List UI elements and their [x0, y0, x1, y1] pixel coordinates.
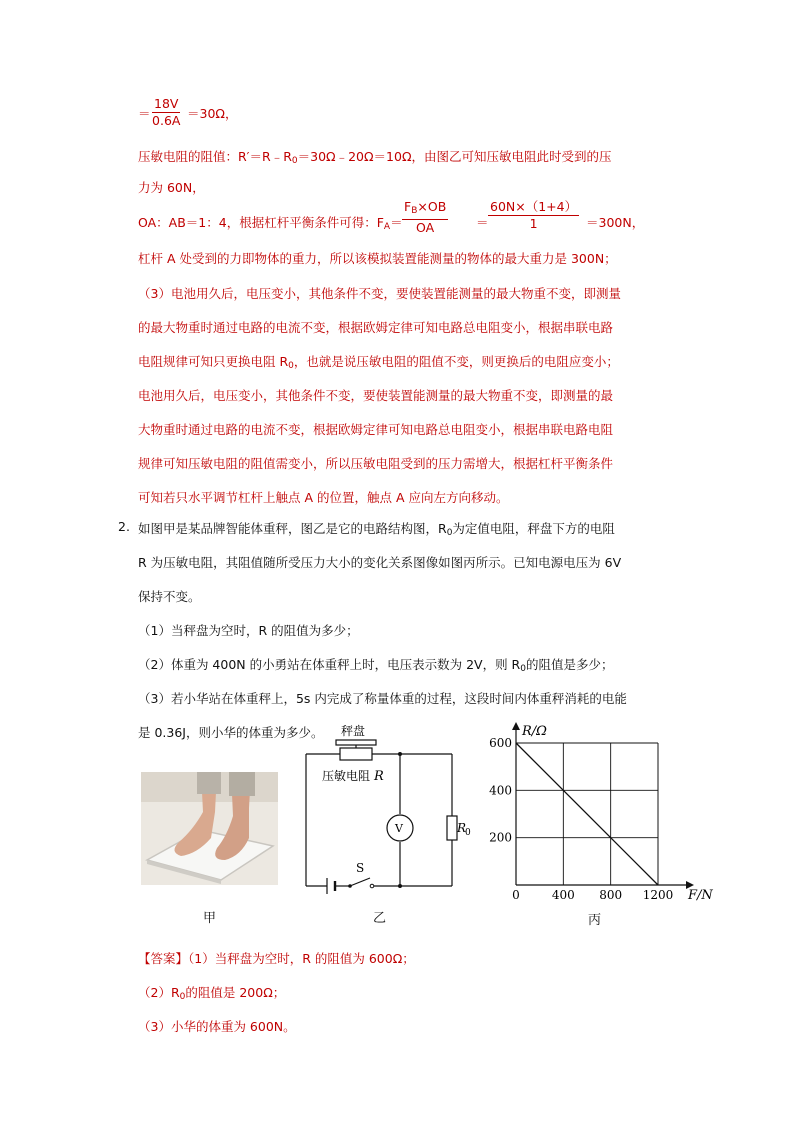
answer-line-1 — [138, 949, 415, 967]
figure-jia-photo — [141, 772, 278, 885]
sub-question-3b: 是 0.36J，则小华的体重为多少。 — [138, 725, 324, 740]
figure-bing-chart — [480, 718, 730, 908]
resistor-symbol: R — [374, 769, 384, 784]
fraction-denominator: 0.6A — [152, 113, 181, 128]
fraction-denominator: OA — [416, 220, 435, 235]
switch-label: S — [356, 861, 365, 875]
text: 电阻规律可知只更换电阻 R — [138, 354, 289, 369]
text: ×OB — [417, 199, 447, 214]
text: ＝ — [390, 215, 403, 230]
fraction-numerator: 18V — [154, 96, 179, 111]
text: F — [404, 199, 412, 214]
text: ＝30Ω﹣20Ω＝10Ω，由图乙可知压敏电阻此时受到的压 — [297, 149, 612, 164]
solution-line-7: 的最大物重时通过电路的电流不变，根据欧姆定律可知电路总电阻变小，根据串联电路 — [138, 320, 614, 335]
text: 的阻值是 200Ω； — [185, 985, 286, 1000]
pan-plate — [336, 740, 376, 745]
text: （1）当秤盘为空时，R 的阻值为 600Ω； — [188, 951, 415, 966]
question-line-2: R 为压敏电阻，其阻值随所受压力大小的变化关系图像如图丙所示。已知电源电压为 6V — [138, 555, 622, 570]
pan-label: 秤盘 — [341, 724, 366, 738]
x-tick-label: 400 — [551, 888, 575, 902]
subscript-0: 0 — [520, 664, 526, 674]
fraction-denominator: 1 — [529, 216, 538, 231]
text: ，也就是说压敏电阻的阻值不变，则更换后的电阻应变小； — [293, 354, 619, 369]
solution-line-11: 规律可知压敏电阻的阻值需变小，所以压敏电阻受到的压力需增大，根据杠杆平衡条件 — [138, 456, 614, 471]
y-tick-label: 400 — [489, 783, 512, 798]
text: （2）体重为 400N 的小勇站在体重秤上时，电压表示数为 2V，则 R — [138, 657, 521, 672]
text: 如图甲是某品牌智能体重秤，图乙是它的电路结构图，R — [138, 521, 447, 536]
fraction-numerator: 60N×（1+4） — [490, 199, 578, 214]
solution-line-9: 电池用久后，电压变小，其他条件不变，要使装置能测量的最大物重不变，即测量的最 — [138, 388, 614, 403]
text: 为定值电阻，秤盘下方的电阻 — [452, 521, 615, 536]
x-tick-label: 800 — [599, 888, 623, 902]
figure-label-jia: 甲 — [203, 911, 217, 926]
text: 压敏电阻的阻值：R′＝R﹣R — [138, 149, 292, 164]
figure-yi-circuit — [300, 720, 475, 895]
eq-end: ＝300N， — [586, 215, 645, 230]
r0-label: R — [457, 821, 467, 835]
junction-top — [398, 752, 402, 756]
solution-line-4-start — [138, 213, 403, 232]
question-line-1 — [138, 519, 615, 538]
scale-photo-illustration — [141, 772, 278, 885]
subscript-a: A — [383, 222, 391, 232]
figure-label-bing: 丙 — [588, 913, 602, 928]
question-number: 2. — [118, 519, 130, 534]
switch-contact — [370, 884, 374, 888]
solution-line-8 — [138, 352, 619, 371]
series-line-r-vs-f — [516, 743, 658, 885]
answer-line-2 — [138, 983, 285, 1002]
answer-line-3: （3）小华的体重为 600N。 — [138, 1019, 296, 1034]
figure-label-yi: 乙 — [373, 911, 387, 926]
chart-axes — [512, 722, 694, 889]
question-line-3: 保持不变。 — [138, 589, 201, 604]
sub-question-3a: （3）若小华站在体重秤上，5s 内完成了称量体重的过程，这段时间内体重秤消耗的电能 — [138, 691, 627, 706]
sub-question-2 — [138, 655, 614, 674]
subscript-b: B — [411, 206, 418, 216]
voltmeter-label: V — [395, 822, 403, 835]
y-tick-label: 200 — [489, 830, 512, 845]
solution-line-2 — [138, 147, 612, 166]
solution-line-6: （3）电池用久后，电压变小，其他条件不变，要使装置能测量的最大物重不变，即测量 — [138, 286, 621, 301]
solution-line-12: 可知若只水平调节杠杆上触点 A 的位置，触点 A 应向左方向移动。 — [138, 490, 509, 505]
x-tick-label: 1200 — [642, 888, 674, 902]
junction-bottom — [398, 884, 402, 888]
eq-result: ＝30Ω， — [187, 106, 238, 121]
solution-line-3: 力为 60N， — [138, 180, 205, 195]
subscript-0: 0 — [291, 156, 298, 166]
text: OA：AB＝1：4，根据杠杆平衡条件可得：F — [138, 215, 384, 230]
solution-line-5: 杠杆 A 处受到的力即物体的重力，所以该模拟装置能测量的物体的最大重力是 300N； — [138, 251, 617, 266]
chart-series — [516, 743, 658, 885]
eq-sign: ＝ — [476, 215, 489, 230]
x-axis-label: F/N — [688, 888, 713, 903]
x-tick-label: 0 — [512, 888, 520, 902]
answer-tag: 【答案】 — [138, 951, 189, 966]
r0-resistor-box — [447, 816, 457, 840]
subscript-0: 0 — [179, 992, 186, 1002]
fraction-fb-ob-over-oa — [402, 199, 448, 236]
solution-line-10: 大物重时通过电路的电流不变，根据欧姆定律可知电路总电阻变小，根据串联电路电阻 — [138, 422, 614, 437]
switch-pivot — [348, 884, 352, 888]
switch-blade — [350, 878, 370, 886]
fraction-numerator — [402, 199, 448, 220]
pressure-resistor-box — [340, 748, 372, 760]
r0-subscript: 0 — [465, 828, 471, 838]
y-axis-label: R/Ω — [522, 724, 547, 739]
subscript-0: 0 — [288, 361, 294, 371]
text: （2）R — [138, 985, 180, 1000]
y-axis-arrow — [512, 722, 520, 730]
subscript-0: 0 — [446, 528, 453, 538]
eq-prefix: ＝ — [138, 106, 151, 121]
resistor-label: 压敏电阻 — [322, 769, 371, 783]
fraction-60n-over-1 — [488, 199, 579, 232]
text: 的阻值是多少； — [525, 657, 614, 672]
sub-question-1: （1）当秤盘为空时，R 的阻值为多少； — [138, 623, 359, 638]
fraction-18v-over-0.6a — [152, 96, 180, 129]
y-tick-label: 600 — [489, 736, 512, 750]
chart-tick-labels — [489, 736, 673, 902]
